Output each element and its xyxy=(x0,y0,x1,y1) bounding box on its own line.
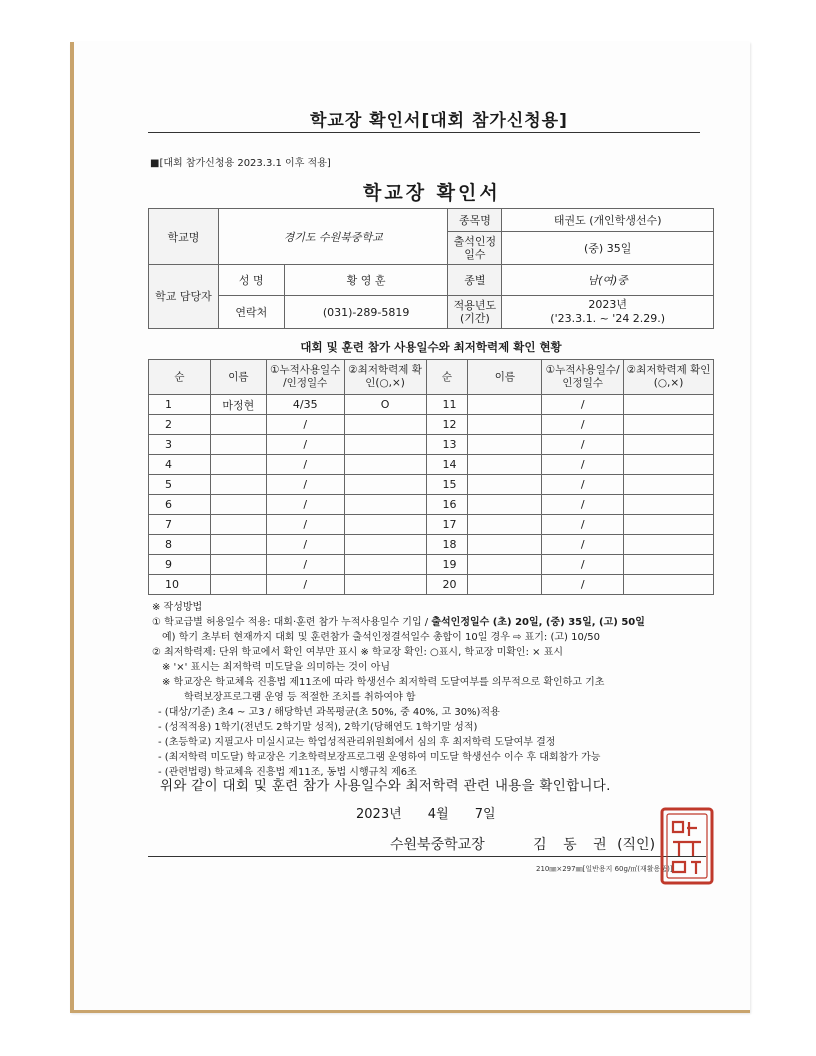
student-name-left xyxy=(210,475,266,495)
table-row xyxy=(149,435,714,455)
row-number-right: 11 xyxy=(426,395,468,415)
paper-size-note: 210㎜×297㎜[일반용지 60g/㎡(재활용품)] xyxy=(536,865,673,873)
note-line: - (대상/기준) 초4 ~ 고3 / 해당학년 과목평균(초 50%, 중 40%, 고 30%)적용 xyxy=(158,707,500,718)
check-left xyxy=(344,555,426,575)
issue-date xyxy=(356,803,518,822)
student-name-right xyxy=(468,495,542,515)
student-name-left xyxy=(210,435,266,455)
student-name-right xyxy=(468,575,542,595)
principal-name: 김 동 권 xyxy=(533,837,613,853)
note-line: ※ '×' 표시는 최저학력 미도달을 의미하는 것이 아님 xyxy=(162,662,391,673)
year-label: 적용년도 (기간) xyxy=(448,296,502,329)
check-left xyxy=(344,455,426,475)
row-number-left: 7 xyxy=(149,515,211,535)
check-left xyxy=(344,535,426,555)
date-month: 4월 xyxy=(427,807,449,822)
check-left: O xyxy=(344,395,426,415)
note-bold-text: 출석인정일수 (초) 20일, (중) 35일, (고) 50일 xyxy=(431,617,645,628)
note-line: 학력보장프로그램 운영 등 적절한 조치를 취하여야 함 xyxy=(184,692,416,703)
table-row xyxy=(149,415,714,435)
notes-heading: ※ 작성방법 xyxy=(152,602,203,613)
school-principal: 수원북중학교장 xyxy=(390,837,485,853)
student-name-right xyxy=(468,515,542,535)
student-name-left xyxy=(210,535,266,555)
outer-title: 학교장 확인서[대회 참가신청용] xyxy=(310,111,568,131)
student-name-right xyxy=(468,475,542,495)
days-right: / xyxy=(542,455,624,475)
student-name-right xyxy=(468,435,542,455)
check-left xyxy=(344,415,426,435)
row-number-right: 13 xyxy=(426,435,468,455)
row-number-right: 12 xyxy=(426,415,468,435)
student-name-left xyxy=(210,555,266,575)
days-left: / xyxy=(266,455,344,475)
student-name-left xyxy=(210,455,266,475)
row-number-left: 10 xyxy=(149,575,211,595)
attendance-label: 출석인정 일수 xyxy=(448,232,502,265)
check-right xyxy=(624,455,714,475)
note-line xyxy=(152,615,714,630)
gender-label: 종별 xyxy=(448,265,502,296)
table-row xyxy=(149,455,714,475)
principal-signature xyxy=(390,834,655,854)
instructions xyxy=(152,600,714,780)
date-year: 2023년 xyxy=(356,807,402,822)
check-left xyxy=(344,495,426,515)
row-number-left: 9 xyxy=(149,555,211,575)
row-number-right: 15 xyxy=(426,475,468,495)
days-right: / xyxy=(542,535,624,555)
check-right xyxy=(624,395,714,415)
header-name-right: 이름 xyxy=(468,360,542,395)
header-days-right: ①누적사용일수/ 인정일수 xyxy=(542,360,624,395)
days-left: / xyxy=(266,575,344,595)
row-number-left: 6 xyxy=(149,495,211,515)
check-right xyxy=(624,415,714,435)
sport-label: 종목명 xyxy=(448,209,502,232)
name-label: 성 명 xyxy=(218,265,284,296)
days-left: / xyxy=(266,475,344,495)
check-right xyxy=(624,535,714,555)
note-line: 예) 학기 초부터 현재까지 대회 및 훈련참가 출석인정결석일수 총합이 10일 경우 ⇨ 표기: (고) 10/50 xyxy=(162,632,600,643)
days-right: / xyxy=(542,515,624,535)
year-text: 2023년 xyxy=(588,298,627,311)
row-number-left: 4 xyxy=(149,455,211,475)
row-number-left: 2 xyxy=(149,415,211,435)
table-row xyxy=(149,535,714,555)
student-name-right xyxy=(468,535,542,555)
check-left xyxy=(344,575,426,595)
contact-value: (031)-289-5819 xyxy=(284,296,448,329)
check-right xyxy=(624,495,714,515)
days-right: / xyxy=(542,495,624,515)
row-number-left: 3 xyxy=(149,435,211,455)
days-right: / xyxy=(542,435,624,455)
title-divider xyxy=(148,132,700,133)
note-line: - (초등학교) 지필고사 미실시교는 학업성적관리위원회에서 심의 후 최저학력 도달여부 결정 xyxy=(158,737,556,748)
confirmation-statement: 위와 같이 대회 및 훈련 참가 사용일수와 최저학력 관련 내용을 확인합니다. xyxy=(160,778,611,794)
student-name-left xyxy=(210,415,266,435)
header-no-right: 순 xyxy=(426,360,468,395)
note-line: - (성적적용) 1학기(전년도 2학기말 성적), 2학기(당해연도 1학기말 성적) xyxy=(158,722,478,733)
date-day: 7일 xyxy=(474,807,496,822)
row-number-right: 18 xyxy=(426,535,468,555)
period-text: ('23.3.1. ~ '24 2.29.) xyxy=(550,312,666,325)
days-right: / xyxy=(542,395,624,415)
student-name-right xyxy=(468,455,542,475)
student-name-right xyxy=(468,395,542,415)
student-name-left xyxy=(210,575,266,595)
table-row xyxy=(149,495,714,515)
row-number-right: 16 xyxy=(426,495,468,515)
days-left: / xyxy=(266,515,344,535)
header-name: 이름 xyxy=(210,360,266,395)
row-number-right: 20 xyxy=(426,575,468,595)
check-right xyxy=(624,575,714,595)
summary-title: 대회 및 훈련 참가 사용일수와 최저학력제 확인 현황 xyxy=(300,340,562,354)
gender-value: 남(여)중 xyxy=(502,265,714,296)
days-right: / xyxy=(542,555,624,575)
info-table xyxy=(148,208,714,329)
status-table xyxy=(148,359,714,595)
check-left xyxy=(344,435,426,455)
table-row xyxy=(149,575,714,595)
document-title: 학교장 확인서 xyxy=(363,182,501,204)
row-number-left: 5 xyxy=(149,475,211,495)
header-no: 순 xyxy=(149,360,211,395)
row-number-left: 8 xyxy=(149,535,211,555)
days-right: / xyxy=(542,475,624,495)
days-left: / xyxy=(266,495,344,515)
table-row xyxy=(149,555,714,575)
table-row xyxy=(149,395,714,415)
school-value: 경기도 수원북중학교 xyxy=(218,209,448,265)
school-seal-icon xyxy=(659,806,715,886)
name-value: 황 영 훈 xyxy=(284,265,448,296)
check-left xyxy=(344,475,426,495)
seal-mark: (직인) xyxy=(617,837,656,853)
check-right xyxy=(624,555,714,575)
attendance-value: (중) 35일 xyxy=(502,232,714,265)
days-left: / xyxy=(266,415,344,435)
check-left xyxy=(344,515,426,535)
student-name-right xyxy=(468,415,542,435)
note-line: - (최저학력 미도달) 학교장은 기초학력보장프로그램 운영하여 미도달 학생선수 이수 후 대회참가 가능 xyxy=(158,752,601,763)
note-line: ② 최저학력제: 단위 학교에서 확인 여부만 표시 ※ 학교장 확인: ○표시, 학교장 미확인: × 표시 xyxy=(152,647,564,658)
row-number-right: 14 xyxy=(426,455,468,475)
days-left: / xyxy=(266,435,344,455)
sport-value: 태권도 (개인학생선수) xyxy=(502,209,714,232)
table-row xyxy=(149,475,714,495)
header-check-right: ②최저학력제 확인(○,×) xyxy=(624,360,714,395)
days-right: / xyxy=(542,575,624,595)
student-name-left xyxy=(210,495,266,515)
days-left: / xyxy=(266,535,344,555)
student-name-right xyxy=(468,555,542,575)
bottom-divider xyxy=(148,856,706,857)
row-number-right: 19 xyxy=(426,555,468,575)
school-label: 학교명 xyxy=(149,209,219,265)
days-left: 4/35 xyxy=(266,395,344,415)
form-version-note: ■[대회 참가신청용 2023.3.1 이후 적용] xyxy=(150,158,331,169)
days-right: / xyxy=(542,415,624,435)
status-table-body xyxy=(149,395,714,595)
header-days: ①누적사용일수 /인정일수 xyxy=(266,360,344,395)
days-left: / xyxy=(266,555,344,575)
student-name-left: 마정현 xyxy=(210,395,266,415)
row-number-right: 17 xyxy=(426,515,468,535)
contact-label: 연락처 xyxy=(218,296,284,329)
header-check: ②최저학력제 확인(○,×) xyxy=(344,360,426,395)
year-value xyxy=(502,296,714,329)
check-right xyxy=(624,475,714,495)
note-line: ※ 학교장은 학교체육 진흥법 제11조에 따라 학생선수 최저학력 도달여부를 의무적으로 확인하고 기초 xyxy=(162,677,605,688)
note-line: - (관련법령) 학교체육 진흥법 제11조, 동법 시행규칙 제6조 xyxy=(158,767,417,778)
note-text: ① 학교급별 허용일수 적용: 대회·훈련 참가 누적사용일수 기입 / xyxy=(152,617,432,628)
table-row xyxy=(149,515,714,535)
check-right xyxy=(624,435,714,455)
row-number-left: 1 xyxy=(149,395,211,415)
check-right xyxy=(624,515,714,535)
manager-label: 학교 담당자 xyxy=(149,265,219,329)
student-name-left xyxy=(210,515,266,535)
